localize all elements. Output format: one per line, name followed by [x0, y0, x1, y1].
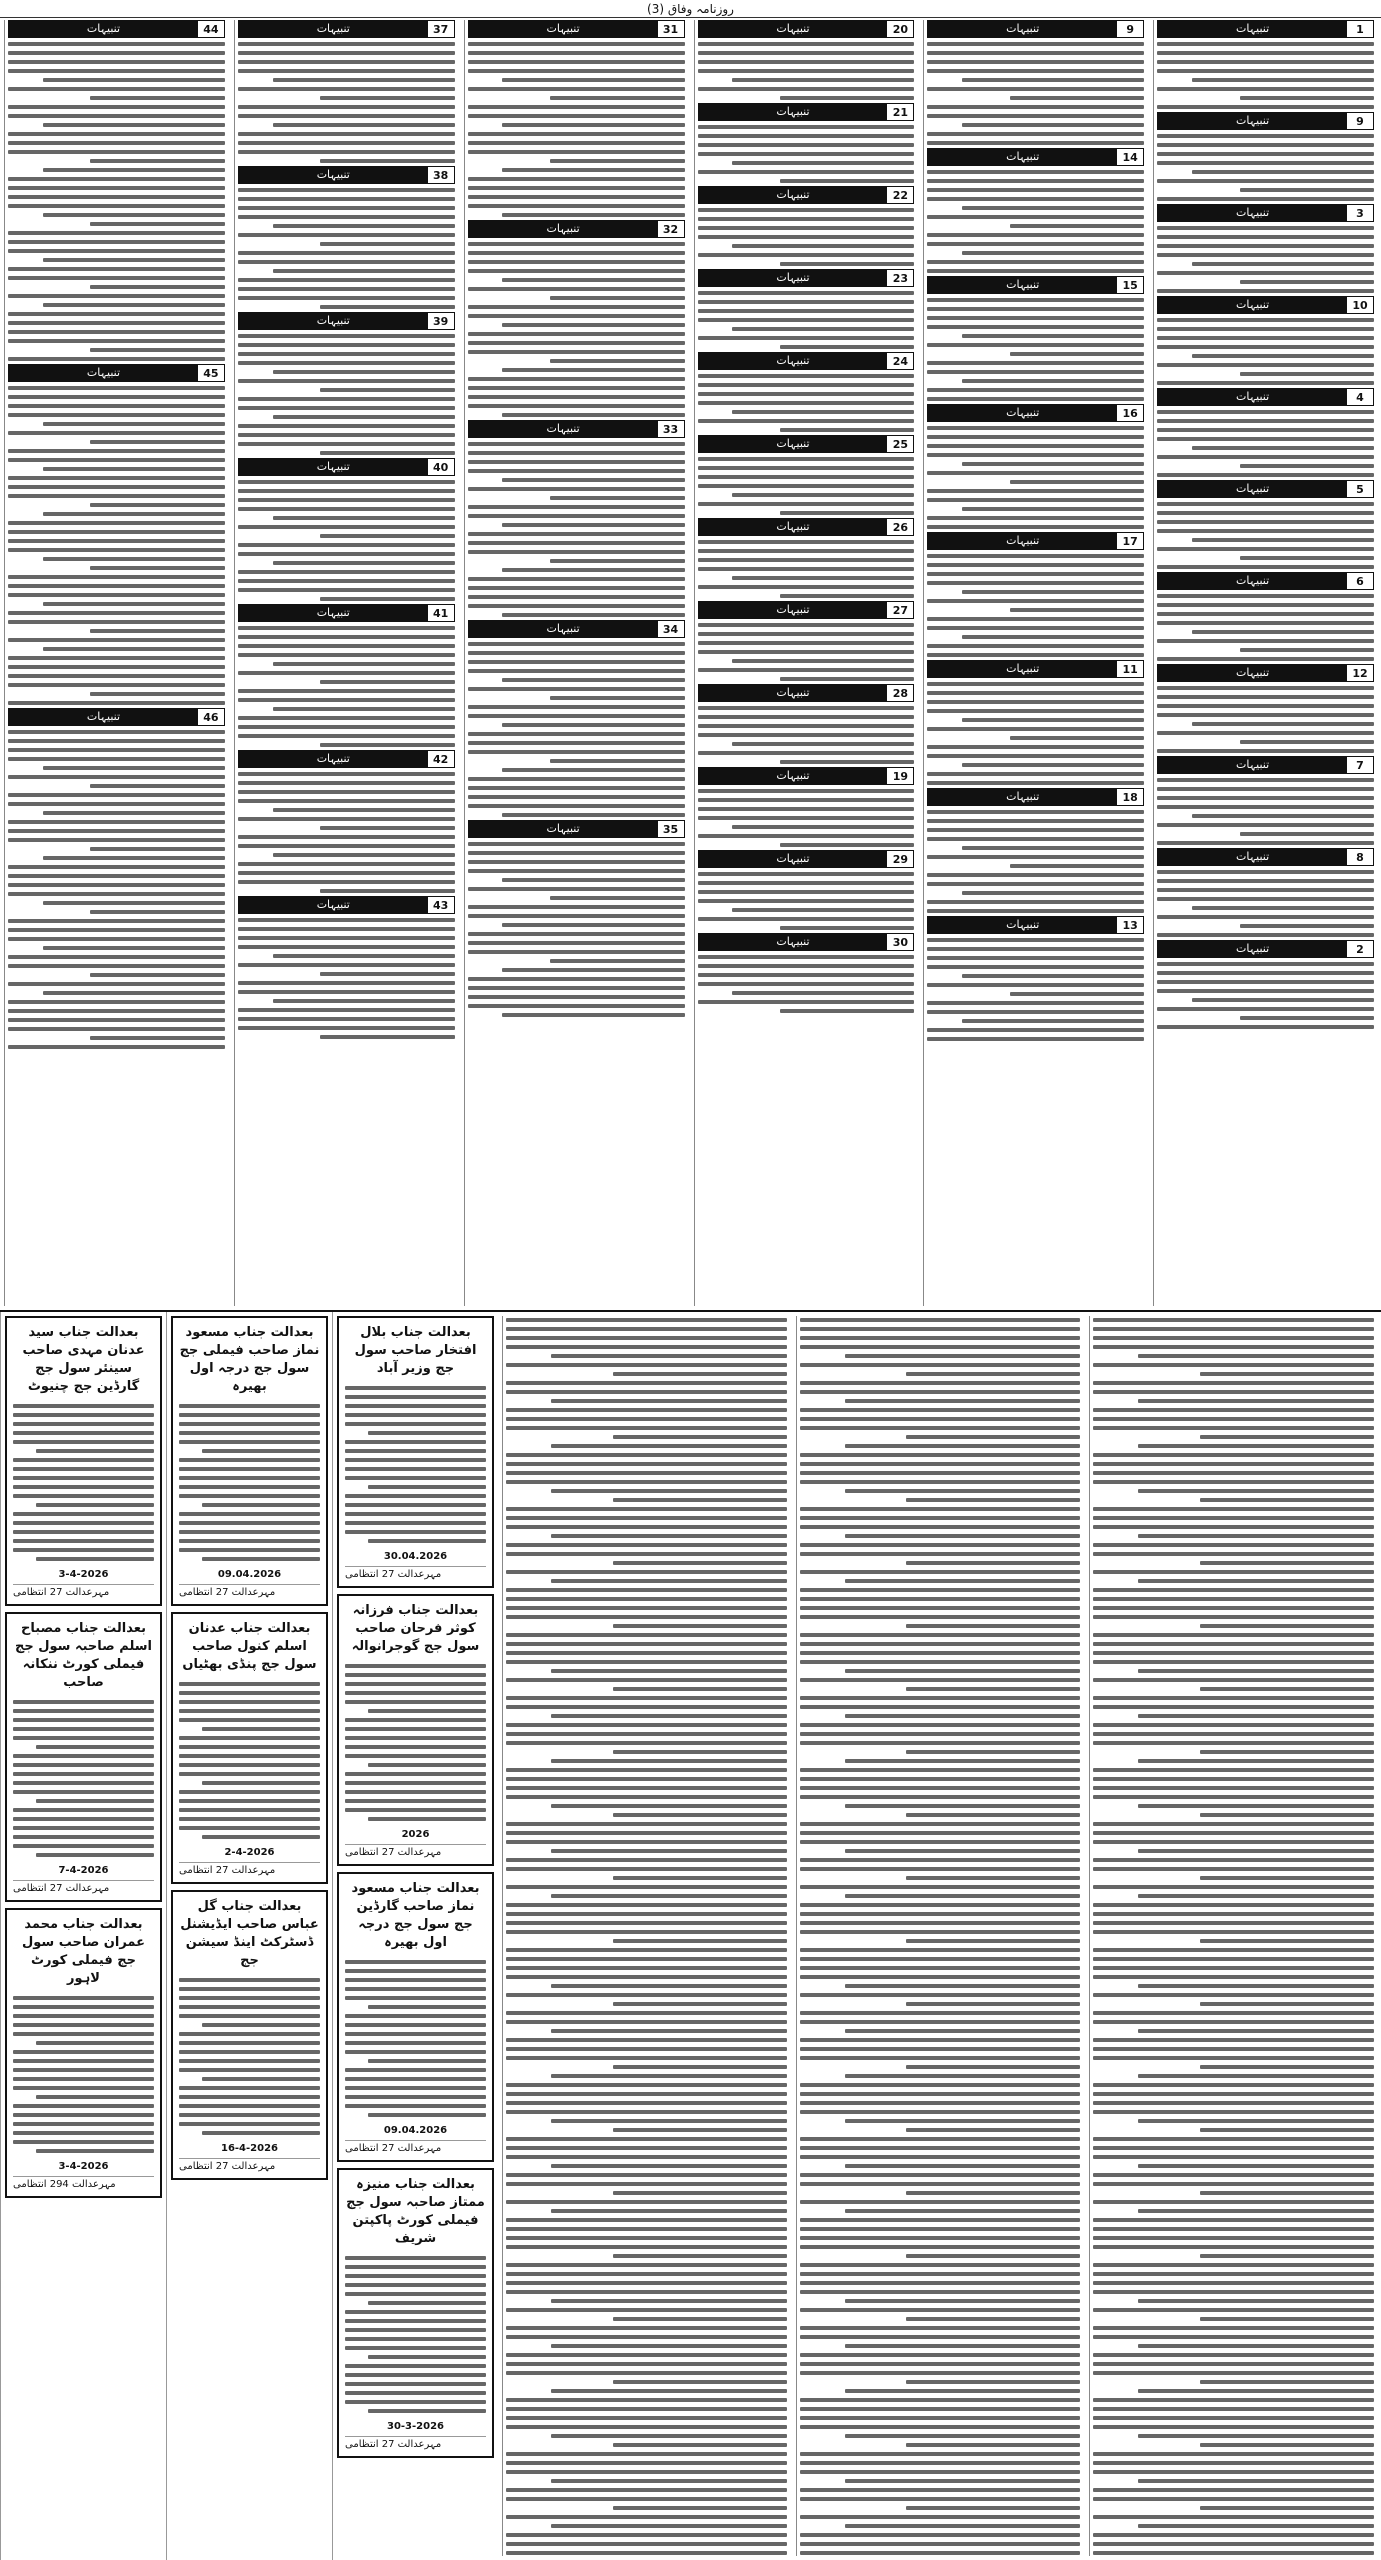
story-text — [1157, 40, 1374, 109]
story-number: 46 — [198, 711, 224, 724]
news-story — [468, 820, 685, 1017]
story-banner — [1157, 20, 1374, 38]
story-text — [1157, 500, 1374, 569]
story-text — [238, 332, 455, 455]
story-text — [927, 424, 1144, 529]
notice-text — [13, 1992, 154, 2157]
news-story — [698, 518, 915, 598]
court-seal: مہرعدالت 27 انتظامی — [345, 1566, 486, 1580]
story-number: 45 — [198, 367, 224, 380]
story-banner — [238, 312, 455, 330]
news-story — [468, 20, 685, 217]
hearing-date: 3-4-2026 — [58, 1569, 109, 1580]
news-story — [927, 276, 1144, 401]
story-number: 40 — [428, 461, 454, 474]
story-banner — [698, 601, 915, 619]
story-text — [468, 640, 685, 817]
story-text — [698, 372, 915, 432]
story-text — [238, 770, 455, 893]
story-text — [927, 808, 1144, 913]
hearing-date: 30-3-2026 — [386, 2421, 444, 2432]
news-story — [927, 660, 1144, 785]
story-tag: تنبیہات — [239, 751, 428, 767]
court-title: بعدالت جناب سید عدنان مہدی صاحب سینئر سول جج گارڈین جج چنیوٹ — [22, 1325, 145, 1394]
page-header: روزنامہ وفاق (3) — [0, 0, 1381, 18]
story-number: 39 — [428, 315, 454, 328]
story-banner — [927, 788, 1144, 806]
story-number: 10 — [1347, 299, 1373, 312]
story-tag: تنبیہات — [699, 436, 888, 452]
court-notice — [337, 2168, 494, 2458]
news-column-3 — [694, 20, 918, 1306]
news-story — [468, 620, 685, 817]
notice-text — [345, 1956, 486, 2121]
hearing-date: 3-4-2026 — [58, 2161, 109, 2172]
story-text — [238, 624, 455, 747]
story-text — [698, 787, 915, 847]
story-number: 33 — [658, 423, 684, 436]
court-seal: مہرعدالت 27 انتظامی — [179, 2158, 320, 2172]
story-tag: تنبیہات — [1158, 757, 1347, 773]
ad-column-2 — [166, 1312, 332, 2560]
story-tag: تنبیہات — [239, 605, 428, 621]
story-text — [1093, 1316, 1374, 2556]
story-text — [468, 40, 685, 217]
court-notice — [171, 1612, 328, 1884]
story-tag: تنبیہات — [1158, 389, 1347, 405]
news-story — [1157, 664, 1374, 753]
news-story — [698, 20, 915, 100]
story-tag: تنبیہات — [1158, 297, 1347, 313]
story-text — [927, 680, 1144, 785]
story-tag: تنبیہات — [928, 789, 1117, 805]
story-text — [1157, 776, 1374, 845]
news-story — [698, 850, 915, 930]
story-text — [1157, 224, 1374, 293]
story-banner — [698, 435, 915, 453]
news-column-1 — [1153, 20, 1377, 1306]
ad-column-1 — [332, 1312, 498, 2560]
story-tag: تنبیہات — [239, 167, 428, 183]
story-number: 32 — [658, 223, 684, 236]
story-banner — [8, 20, 225, 38]
story-number: 14 — [1117, 151, 1143, 164]
story-text — [698, 621, 915, 681]
court-title: بعدالت جناب گل عباس صاحب ایڈیشنل ڈسٹرکٹ اینڈ سیشن جج — [180, 1899, 319, 1968]
story-tag: تنبیہات — [1158, 113, 1347, 129]
story-tag: تنبیہات — [1158, 205, 1347, 221]
story-tag: تنبیہات — [928, 21, 1117, 37]
story-number: 2 — [1347, 943, 1373, 956]
news-story — [8, 708, 225, 1049]
story-number: 44 — [198, 23, 224, 36]
news-story — [8, 364, 225, 705]
story-number: 42 — [428, 753, 454, 766]
story-banner — [698, 850, 915, 868]
story-text — [1157, 132, 1374, 201]
story-banner — [927, 276, 1144, 294]
court-seal: مہرعدالت 27 انتظامی — [13, 1584, 154, 1598]
news-story — [698, 103, 915, 183]
story-banner — [238, 20, 455, 38]
story-tag: تنبیہات — [699, 685, 888, 701]
story-tag: تنبیہات — [239, 897, 428, 913]
court-title: بعدالت جناب محمد عمران صاحب سول جج فیملی کورٹ لاہور — [21, 1917, 146, 1986]
story-text — [927, 168, 1144, 273]
story-number: 3 — [1347, 207, 1373, 220]
story-banner — [927, 916, 1144, 934]
court-title: بعدالت جناب مسعود نماز صاحب فیملی جج سول جج درجہ اول بھیرہ — [179, 1325, 320, 1394]
story-banner — [1157, 572, 1374, 590]
story-tag: تنبیہات — [469, 821, 658, 837]
court-title: بعدالت جناب عدنان اسلم کنول صاحب سول جج پنڈی بھٹیاں — [182, 1621, 317, 1672]
story-number: 6 — [1347, 575, 1373, 588]
news-story — [238, 166, 455, 309]
story-tag: تنبیہات — [699, 104, 888, 120]
court-notice — [5, 1908, 162, 2198]
story-banner — [698, 269, 915, 287]
story-number: 19 — [887, 770, 913, 783]
notice-text — [13, 1696, 154, 1861]
news-story — [698, 269, 915, 349]
story-text — [698, 538, 915, 598]
news-story — [238, 750, 455, 893]
story-banner — [468, 20, 685, 38]
news-story — [698, 601, 915, 681]
hearing-date: 2026 — [401, 1829, 430, 1840]
story-banner — [1157, 480, 1374, 498]
story-text — [698, 455, 915, 515]
story-text — [698, 870, 915, 930]
story-text — [1157, 592, 1374, 661]
story-text — [506, 1316, 787, 2556]
news-story — [1157, 204, 1374, 293]
story-number: 30 — [887, 936, 913, 949]
story-text — [698, 40, 915, 100]
story-tag: تنبیہات — [1158, 481, 1347, 497]
news-story — [8, 20, 225, 361]
news-story — [238, 896, 455, 1039]
court-notice — [171, 1890, 328, 2180]
news-story — [1157, 848, 1374, 937]
story-banner — [8, 708, 225, 726]
news-columns — [0, 18, 1381, 1308]
news-story — [468, 220, 685, 417]
court-seal: مہرعدالت 27 انتظامی — [345, 2140, 486, 2154]
notice-text — [345, 1660, 486, 1825]
notice-text — [179, 1974, 320, 2139]
story-number: 5 — [1347, 483, 1373, 496]
court-notice — [171, 1316, 328, 1606]
news-story — [1157, 296, 1374, 385]
story-text — [1157, 960, 1374, 1029]
story-banner — [1157, 388, 1374, 406]
story-text — [468, 840, 685, 1017]
court-notice — [337, 1316, 494, 1588]
news-column-6 — [4, 20, 228, 1306]
story-banner — [1157, 940, 1374, 958]
story-number: 21 — [887, 106, 913, 119]
news-story — [468, 420, 685, 617]
story-tag: تنبیہات — [1158, 573, 1347, 589]
story-banner — [468, 620, 685, 638]
court-title: بعدالت جناب منیزہ ممتاز صاحبہ سول جج فیملی کورٹ پاکپتن شریف — [346, 2177, 485, 2246]
story-text — [238, 478, 455, 601]
story-banner — [238, 750, 455, 768]
story-number: 31 — [658, 23, 684, 36]
news-story — [927, 788, 1144, 913]
court-title: بعدالت جناب فرزانہ کوثر فرحان صاحب سول جج گوجرانوالہ — [351, 1603, 480, 1654]
story-tag: تنبیہات — [9, 21, 198, 37]
story-text — [468, 240, 685, 417]
news-story — [1157, 20, 1374, 109]
story-number: 29 — [887, 853, 913, 866]
story-banner — [698, 933, 915, 951]
story-tag: تنبیہات — [469, 621, 658, 637]
story-tag: تنبیہات — [699, 353, 888, 369]
story-tag: تنبیہات — [9, 709, 198, 725]
news-story — [1157, 480, 1374, 569]
story-tag: تنبیہات — [928, 405, 1117, 421]
hearing-date: 16-4-2026 — [220, 2143, 278, 2154]
news-story — [238, 604, 455, 747]
story-banner — [927, 148, 1144, 166]
story-number: 37 — [428, 23, 454, 36]
news-story — [1157, 940, 1374, 1029]
story-tag: تنبیہات — [699, 270, 888, 286]
story-banner — [927, 20, 1144, 38]
story-number: 41 — [428, 607, 454, 620]
news-story — [698, 352, 915, 432]
story-tag: تنبیہات — [928, 917, 1117, 933]
story-text — [238, 916, 455, 1039]
story-number: 27 — [887, 604, 913, 617]
story-number: 13 — [1117, 919, 1143, 932]
ads-section — [0, 1312, 1381, 2560]
story-text — [8, 384, 225, 705]
court-notice — [5, 1316, 162, 1606]
court-notice — [5, 1612, 162, 1902]
news-story — [698, 684, 915, 764]
story-text — [698, 953, 915, 1013]
story-banner — [1157, 204, 1374, 222]
news-story — [1157, 112, 1374, 201]
story-banner — [8, 364, 225, 382]
story-banner — [698, 767, 915, 785]
news-story — [698, 435, 915, 515]
news-story — [238, 312, 455, 455]
story-tag: تنبیہات — [239, 313, 428, 329]
news-story — [927, 148, 1144, 273]
hearing-date: 7-4-2026 — [58, 1865, 109, 1876]
story-number: 26 — [887, 521, 913, 534]
story-number: 22 — [887, 189, 913, 202]
news-story — [927, 532, 1144, 657]
story-number: 8 — [1347, 851, 1373, 864]
story-number: 9 — [1347, 115, 1373, 128]
story-tag: تنبیہات — [1158, 941, 1347, 957]
story-tag: تنبیہات — [239, 21, 428, 37]
news-story — [1157, 388, 1374, 477]
story-banner — [1157, 664, 1374, 682]
hearing-date: 30.04.2026 — [383, 1551, 448, 1562]
court-title: بعدالت جناب مسعود نماز صاحب گارڈین جج سول جج درجہ اول بھیرہ — [351, 1881, 480, 1950]
story-number: 34 — [658, 623, 684, 636]
story-tag: تنبیہات — [928, 277, 1117, 293]
news-story — [238, 458, 455, 601]
story-banner — [468, 220, 685, 238]
story-banner — [238, 604, 455, 622]
story-text — [698, 123, 915, 183]
story-tag: تنبیہات — [928, 661, 1117, 677]
story-text — [698, 289, 915, 349]
story-tag: تنبیہات — [1158, 665, 1347, 681]
hearing-date: 09.04.2026 — [383, 2125, 448, 2136]
court-notice — [337, 1872, 494, 2162]
court-seal: مہرعدالت 27 انتظامی — [345, 1844, 486, 1858]
story-tag: تنبیہات — [1158, 21, 1347, 37]
story-banner — [698, 103, 915, 121]
story-tag: تنبیہات — [699, 934, 888, 950]
story-number: 35 — [658, 823, 684, 836]
news-story — [698, 933, 915, 1013]
story-text — [698, 704, 915, 764]
court-notice — [337, 1594, 494, 1866]
story-tag: تنبیہات — [9, 365, 198, 381]
ad-column-3 — [0, 1312, 166, 2560]
story-text — [238, 40, 455, 163]
story-number: 24 — [887, 355, 913, 368]
story-text — [238, 186, 455, 309]
story-tag: تنبیہات — [699, 21, 888, 37]
story-text — [800, 1316, 1081, 2556]
story-tag: تنبیہات — [239, 459, 428, 475]
story-text — [698, 206, 915, 266]
story-text — [927, 296, 1144, 401]
story-number: 7 — [1347, 759, 1373, 772]
story-tag: تنبیہات — [699, 187, 888, 203]
story-banner — [238, 896, 455, 914]
court-title: بعدالت جناب بلال افتخار صاحب سول جج وزیر آباد — [354, 1325, 477, 1376]
news-story — [927, 404, 1144, 529]
news-column-5 — [234, 20, 458, 1306]
story-banner — [1157, 756, 1374, 774]
lower-news-columns — [498, 1312, 1381, 2560]
story-banner — [238, 458, 455, 476]
notice-text — [13, 1400, 154, 1565]
story-tag: تنبیہات — [928, 533, 1117, 549]
story-number: 25 — [887, 438, 913, 451]
notice-text — [179, 1678, 320, 1843]
story-tag: تنبیہات — [928, 149, 1117, 165]
notice-text — [345, 1382, 486, 1547]
story-number: 16 — [1117, 407, 1143, 420]
news-story — [1157, 572, 1374, 661]
story-number: 15 — [1117, 279, 1143, 292]
news-story — [927, 916, 1144, 1041]
story-text — [927, 936, 1144, 1041]
story-text — [1157, 408, 1374, 477]
story-tag: تنبیہات — [699, 519, 888, 535]
story-number: 11 — [1117, 663, 1143, 676]
story-number: 43 — [428, 899, 454, 912]
story-banner — [698, 684, 915, 702]
news-column-2 — [923, 20, 1147, 1306]
story-number: 12 — [1347, 667, 1373, 680]
story-banner — [1157, 848, 1374, 866]
story-number: 9 — [1117, 23, 1143, 36]
news-story — [927, 20, 1144, 145]
story-number: 4 — [1347, 391, 1373, 404]
story-banner — [1157, 112, 1374, 130]
lower-news-column-2 — [796, 1316, 1084, 2556]
story-text — [927, 552, 1144, 657]
notice-text — [179, 1400, 320, 1565]
court-seal: مہرعدالت 294 انتظامی — [13, 2176, 154, 2190]
story-text — [8, 728, 225, 1049]
story-text — [1157, 316, 1374, 385]
court-seal: مہرعدالت 27 انتظامی — [345, 2436, 486, 2450]
story-text — [8, 40, 225, 361]
story-banner — [927, 532, 1144, 550]
hearing-date: 09.04.2026 — [217, 1569, 282, 1580]
story-banner — [1157, 296, 1374, 314]
hearing-date: 2-4-2026 — [224, 1847, 275, 1858]
story-tag: تنبیہات — [699, 602, 888, 618]
story-banner — [238, 166, 455, 184]
story-number: 28 — [887, 687, 913, 700]
story-text — [927, 40, 1144, 145]
story-number: 1 — [1347, 23, 1373, 36]
lower-news-column-3 — [502, 1316, 790, 2556]
story-banner — [468, 820, 685, 838]
story-text — [1157, 868, 1374, 937]
story-number: 23 — [887, 272, 913, 285]
story-tag: تنبیہات — [699, 768, 888, 784]
story-banner — [927, 404, 1144, 422]
story-number: 38 — [428, 169, 454, 182]
story-number: 18 — [1117, 791, 1143, 804]
story-number: 20 — [887, 23, 913, 36]
news-story — [238, 20, 455, 163]
story-banner — [698, 186, 915, 204]
court-seal: مہرعدالت 27 انتظامی — [179, 1862, 320, 1876]
story-banner — [698, 20, 915, 38]
story-tag: تنبیہات — [699, 851, 888, 867]
court-seal: مہرعدالت 27 انتظامی — [179, 1584, 320, 1598]
story-number: 17 — [1117, 535, 1143, 548]
news-story — [698, 186, 915, 266]
court-seal: مہرعدالت 27 انتظامی — [13, 1880, 154, 1894]
story-text — [1157, 684, 1374, 753]
story-banner — [927, 660, 1144, 678]
notice-text — [345, 2252, 486, 2417]
story-banner — [698, 518, 915, 536]
story-tag: تنبیہات — [469, 21, 658, 37]
story-banner — [468, 420, 685, 438]
story-tag: تنبیہات — [1158, 849, 1347, 865]
court-title: بعدالت جناب مصباح اسلم صاحبہ سول جج فیملی کورٹ ننکانہ صاحب — [14, 1621, 152, 1690]
story-tag: تنبیہات — [469, 221, 658, 237]
news-column-4 — [464, 20, 688, 1306]
story-banner — [698, 352, 915, 370]
story-tag: تنبیہات — [469, 421, 658, 437]
story-text — [468, 440, 685, 617]
news-story — [1157, 756, 1374, 845]
news-story — [698, 767, 915, 847]
lower-news-column-1 — [1089, 1316, 1377, 2556]
